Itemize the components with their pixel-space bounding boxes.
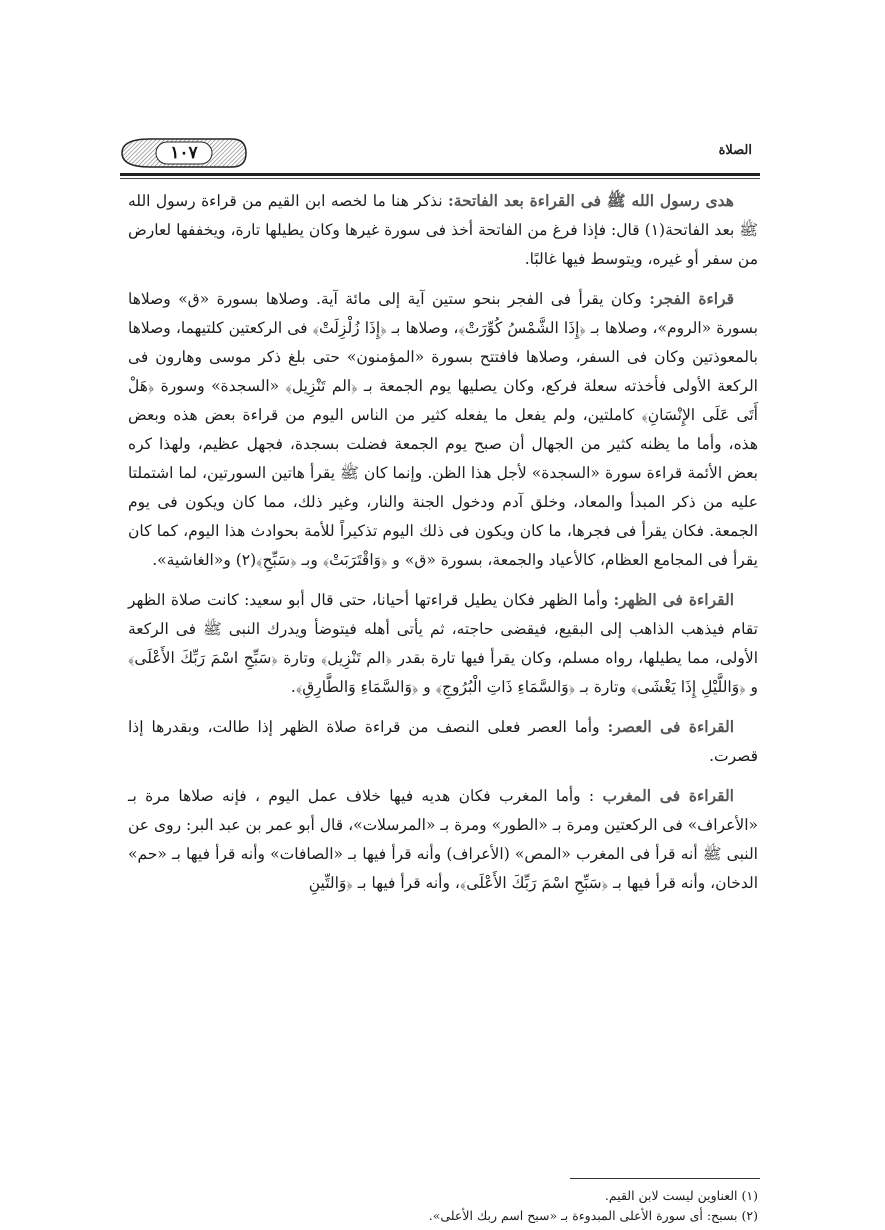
page-number: ١٠٧ xyxy=(170,143,198,163)
paragraph-dhuhr xyxy=(128,585,758,702)
running-title: الصلاة xyxy=(718,143,752,158)
paragraph-maghrib xyxy=(128,781,758,898)
paragraph-text: وأما العصر فعلى النصف من قراءة صلاة الظهر إذا طالت، وبقدرها إذا قصرت. xyxy=(128,718,758,765)
paragraph-intro xyxy=(128,186,758,274)
section-heading: قراءة الفجر: xyxy=(649,289,734,308)
paragraph-text: وأما الظهر فكان يطيل قراءتها أحيانا، حتى قال أبو سعيد: كانت صلاة الظهر تقام فيذهب الذاهب إلى البقيع، فيقضى حاجته، ثم يأتى أهله فيتوضأ ويدرك النبى ﷺ فى الركعة الأولى، مما يطيلها، رواه مسلم، وكان يقرأ فيها تارة بقدر ﴿الم تَنْزِيل﴾ وتارة ﴿سَبِّحِ اسْمَ رَبِّكَ الأَعْلَى﴾ و ﴿وَاللَّيْلِ إِذَا يَغْشَى﴾ وتارة بـ ﴿وَالسَّمَاءِ ذَاتِ الْبُرُوجِ﴾ و ﴿وَالسَّمَاءِ وَالطَّارِقِ﴾. xyxy=(128,591,758,696)
page-header xyxy=(120,133,760,175)
footnotes xyxy=(128,1186,758,1226)
paragraph-text: : وأما المغرب فكان هديه فيها خلاف عمل اليوم ، فإنه صلاها مرة بـ «الأعراف» فى الركعتين ومرة بـ «الطور» ومرة بـ «المرسلات»، قال أبو عمر بن عبد البر: روى عن النبى ﷺ أنه قرأ فى المغرب «المص» (الأعراف) وأنه قرأ فيها بـ «الصافات» وأنه قرأ فيها بـ «حم» الدخان، وأنه قرأ فيها بـ ﴿سَبِّحِ اسْمَ رَبِّكَ الأَعْلَى﴾، وأنه قرأ فيها بـ ﴿وَالتِّينِ xyxy=(128,787,758,892)
paragraph-asr xyxy=(128,712,758,771)
section-heading: هدى رسول الله ﷺ فى القراءة بعد الفاتحة: xyxy=(448,191,734,210)
paragraph-text: وكان يقرأ فى الفجر بنحو ستين آية إلى مائة آية. وصلاها بسورة «ق» وصلاها بسورة «الروم»، وصلاها بـ ﴿إِذَا الشَّمْسُ كُوِّرَتْ﴾، وصلاها بـ ﴿إِذَا زُلْزِلَتْ﴾ فى الركعتين كلتيهما، وصلاها بالمعوذتين وكان فى السفر، وصلاها فافتتح بسورة «المؤمنون» حتى بلغ ذكر موسى وهارون فى الركعة الأولى فأخذته سعلة فركع، وكان يصليها يوم الجمعة بـ ﴿الم تَنْزِيل﴾ «السجدة» وسورة ﴿هَلْ أَتَى عَلَى الإِنْسَانِ﴾ كاملتين، ولم يفعل ما يفعله كثير من الناس اليوم من قراءة بعض هذه وبعض هذه، وأما ما يظنه كثير من الجهال أن صبح يوم الجمعة فضلت بسجدة، فجهل عظيم، ولهذا كره بعض الأئمة قراءة سورة «السجدة» لأجل هذا الظن. وإنما كان ﷺ يقرأ هاتين السورتين، لما اشتملتا عليه من ذكر المبدأ والمعاد، وخلق آدم ودخول الجنة والنار، وغير ذلك، مما كان ويكون فى يوم الجمعة. فكان يقرأ فى فجرها، ما كان ويكون فى ذلك اليوم تذكيراً للأمة بحوادث هذا اليوم، كما كان يقرأ فى المجامع العظام، كالأعياد والجمعة، بسورة «ق» و ﴿وَاقْتَرَبَتْ﴾ وبـ ﴿سَبِّحِ﴾(٢) و«الغاشية». xyxy=(128,290,758,569)
page-number-badge xyxy=(120,137,248,169)
header-rule xyxy=(120,173,760,176)
section-heading: القراءة فى المغرب xyxy=(602,786,734,805)
section-heading: القراءة فى العصر: xyxy=(607,717,734,736)
main-text xyxy=(128,186,758,908)
section-heading: القراءة فى الظهر: xyxy=(613,590,735,609)
paragraph-text: نذكر هنا ما لخصه ابن القيم من قراءة رسول الله ﷺ بعد الفاتحة(١) قال: فإذا فرغ من الفاتحة أخذ فى سورة غيرها وكان يطيلها تارة، ويخففها لعارض من سفر أو غيره، ويتوسط فيها غالبًا. xyxy=(128,192,758,268)
paragraph-fajr xyxy=(128,284,758,575)
footnote-2: (٢) بسبح: أى سورة الأعلى المبدوءة بـ «سبح اسم ربك الأعلى». xyxy=(428,1208,758,1223)
footnote-rule xyxy=(570,1178,760,1179)
header-rule-thin xyxy=(120,178,760,179)
footnote-1: (١) العناوين ليست لابن القيم. xyxy=(604,1188,758,1203)
